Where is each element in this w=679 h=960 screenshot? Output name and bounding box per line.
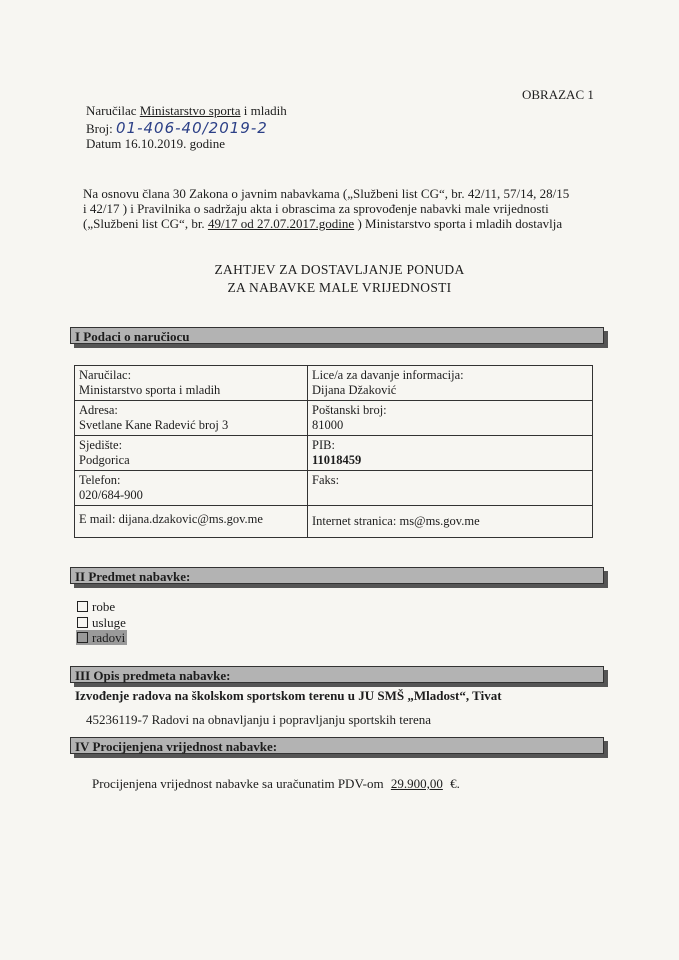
cell-faks: Faks: xyxy=(308,471,593,506)
section-podaci-o-naruciocu: I Podaci o naručiocu xyxy=(70,327,604,344)
cell-sjediste: Sjedište: Podgorica xyxy=(75,436,308,471)
vrijednost-line: Procijenjena vrijednost nabavke sa uračunatim PDV-om 29.900,00 €. xyxy=(92,776,460,791)
broj-handwritten: 01-406-40/2019-2 xyxy=(115,119,268,137)
narucilac-prefix: Naručilac xyxy=(86,103,137,118)
checkbox-radovi xyxy=(77,632,88,643)
document-title-line-1: ZAHTJEV ZA DOSTAVLJANJE PONUDA xyxy=(214,262,465,277)
checkbox-usluge xyxy=(77,617,88,628)
section-procijenjena-vrijednost: IV Procijenjena vrijednost nabavke: xyxy=(70,737,604,754)
cell-lice: Lice/a za davanje informacija: Dijana Džaković xyxy=(308,366,593,401)
opis-cpv-code: 45236119-7 Radovi na obnavljanju i popravljanju sportskih terena xyxy=(86,712,432,727)
narucilac-name: Ministarstvo sporta xyxy=(139,103,241,118)
narucilac-suffix: i mladih xyxy=(243,103,287,118)
intro-line-2: i 42/17 ) i Pravilnika o sadržaju akta i obrascima za sprovođenje nabavki male vrijednosti xyxy=(83,201,549,216)
intro-gazette-ref: 49/17 od 27.07.2017.godine xyxy=(207,216,355,231)
cell-email: E mail: dijana.dzakovic@ms.gov.me xyxy=(75,506,308,538)
intro-line-3: („Službeni list CG“, br. 49/17 od 27.07.2017.godine ) Ministarstvo sporta i mladih dostavlja xyxy=(83,216,563,231)
form-label: OBRAZAC 1 xyxy=(522,87,594,102)
section-opis-predmeta: III Opis predmeta nabavke: xyxy=(70,666,604,683)
vrijednost-amount: 29.900,00 xyxy=(390,776,443,791)
broj-label: Broj: xyxy=(86,121,113,136)
cell-pib: PIB: 11018459 xyxy=(308,436,593,471)
narucilac-line xyxy=(86,103,287,119)
intro-line-1: Na osnovu člana 30 Zakona o javnim nabavkama („Službeni list CG“, br. 42/11, 57/14, 28/15 xyxy=(83,186,570,201)
option-robe: robe xyxy=(77,599,115,614)
section-predmet-nabavke: II Predmet nabavke: xyxy=(70,567,604,584)
cell-telefon: Telefon: 020/684-900 xyxy=(75,471,308,506)
broj-line xyxy=(86,119,268,137)
checkbox-robe xyxy=(77,601,88,612)
narucilac-info-table xyxy=(74,365,593,538)
document-title-line-2: ZA NABAVKE MALE VRIJEDNOSTI xyxy=(227,280,452,295)
cell-internet: Internet stranica: ms@ms.gov.me xyxy=(308,506,593,538)
cell-postanski-broj: Poštanski broj: 81000 xyxy=(308,401,593,436)
datum-line: Datum 16.10.2019. godine xyxy=(86,136,226,151)
cell-narucilac: Naručilac: Ministarstvo sporta i mladih xyxy=(75,366,308,401)
option-usluge: usluge xyxy=(77,615,126,630)
option-radovi-selected: radovi xyxy=(76,630,127,645)
opis-title: Izvođenje radova na školskom sportskom terenu u JU SMŠ „Mladost“, Tivat xyxy=(75,688,502,703)
cell-adresa: Adresa: Svetlane Kane Radević broj 3 xyxy=(75,401,308,436)
